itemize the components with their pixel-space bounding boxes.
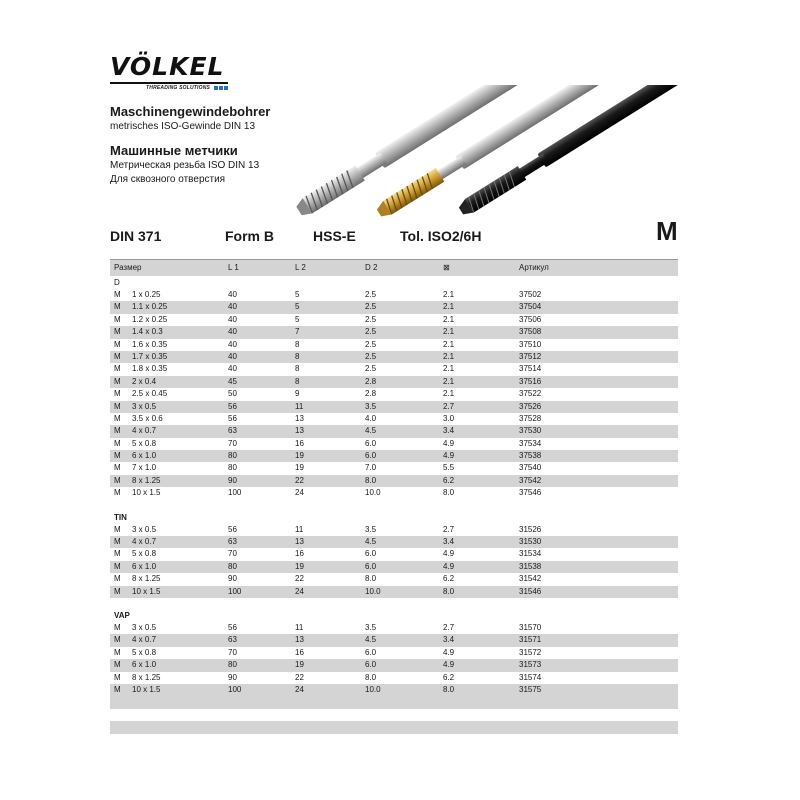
cell-d2: 6.0 [365, 549, 377, 559]
cell-l1: 100 [228, 488, 242, 498]
cell-l1: 80 [228, 463, 237, 473]
cell-d2: 8.0 [365, 672, 377, 682]
table-row [110, 634, 678, 646]
cell-square: 8.0 [443, 488, 455, 498]
cell-square: 3.0 [443, 413, 455, 423]
cell-size: 8 x 1.25 [132, 672, 161, 682]
cell-size: 1.4 x 0.3 [132, 327, 163, 337]
cell-size: 1.7 x 0.35 [132, 351, 168, 361]
cell-article: 31530 [519, 537, 542, 547]
cell-l2: 13 [295, 537, 304, 547]
cell-l2: 13 [295, 635, 304, 645]
cell-l1: 56 [228, 401, 237, 411]
cell-l2: 13 [295, 426, 304, 436]
cell-square: 4.9 [443, 561, 455, 571]
table-empty-row [110, 696, 678, 708]
cell-prefix: M [114, 647, 121, 657]
cell-square: 3.4 [443, 635, 455, 645]
cell-l1: 80 [228, 561, 237, 571]
cell-article: 31534 [519, 549, 542, 559]
cell-d2: 8.0 [365, 574, 377, 584]
cell-l1: 80 [228, 451, 237, 461]
title-block [110, 104, 270, 187]
cell-article: 37504 [519, 302, 542, 312]
cell-l2: 5 [295, 290, 300, 299]
cell-square: 2.1 [443, 314, 455, 324]
cell-d2: 2.5 [365, 327, 377, 337]
cell-square: 8.0 [443, 586, 455, 596]
cell-l1: 50 [228, 389, 237, 399]
table-row [110, 536, 678, 548]
cell-prefix: M [114, 660, 121, 670]
cell-article: 37540 [519, 463, 542, 473]
cell-l2: 9 [295, 389, 300, 399]
cell-l1: 63 [228, 635, 237, 645]
cell-l1: 90 [228, 574, 237, 584]
cell-square: 4.9 [443, 549, 455, 559]
cell-l1: 100 [228, 684, 242, 694]
cell-prefix: M [114, 549, 121, 559]
brand-logo [110, 52, 230, 92]
cell-article: 37508 [519, 327, 542, 337]
cell-prefix: M [114, 426, 121, 436]
cell-l1: 80 [228, 660, 237, 670]
cell-d2: 7.0 [365, 463, 377, 473]
cell-article: 37514 [519, 364, 542, 374]
header-size: Размер [114, 263, 142, 272]
cell-l2: 16 [295, 647, 304, 657]
cell-d2: 4.5 [365, 537, 377, 547]
cell-size: 1 x 0.25 [132, 290, 161, 299]
table-row [110, 388, 678, 400]
cell-prefix: M [114, 339, 121, 349]
cell-l2: 19 [295, 660, 304, 670]
cell-size: 1.1 x 0.25 [132, 302, 168, 312]
cell-l1: 56 [228, 524, 237, 534]
cell-d2: 2.5 [365, 339, 377, 349]
header-d2: D 2 [365, 263, 378, 272]
table-row [110, 573, 678, 585]
cell-size: 5 x 0.8 [132, 549, 157, 559]
cell-prefix: M [114, 364, 121, 374]
cell-prefix: M [114, 574, 121, 584]
cell-l1: 40 [228, 302, 237, 312]
cell-size: 8 x 1.25 [132, 475, 161, 485]
table-row [110, 450, 678, 462]
cell-square: 2.1 [443, 364, 455, 374]
cell-square: 2.1 [443, 351, 455, 361]
cell-d2: 4.5 [365, 635, 377, 645]
thread-type-label: M [656, 216, 678, 246]
cell-l1: 45 [228, 376, 237, 386]
cell-l2: 8 [295, 339, 300, 349]
cell-article: 31571 [519, 635, 542, 645]
cell-l1: 40 [228, 314, 237, 324]
cell-square: 4.9 [443, 660, 455, 670]
cell-l1: 90 [228, 475, 237, 485]
cell-prefix: M [114, 561, 121, 571]
cell-d2: 10.0 [365, 684, 381, 694]
cell-prefix: M [114, 635, 121, 645]
cell-square: 6.2 [443, 672, 455, 682]
cell-d2: 2.5 [365, 302, 377, 312]
cell-prefix: M [114, 376, 121, 386]
cell-l2: 22 [295, 475, 304, 485]
table-row [110, 672, 678, 684]
cell-article: 37530 [519, 426, 542, 436]
cell-size: 3 x 0.5 [132, 524, 157, 534]
cell-article: 31575 [519, 684, 542, 694]
cell-prefix: M [114, 389, 121, 399]
subtitle-russian-2: Для сквозного отверстия [110, 174, 226, 185]
cell-square: 6.2 [443, 574, 455, 584]
spec-tolerance: Tol. ISO2/6H [400, 228, 482, 244]
cell-article: 31573 [519, 660, 542, 670]
logo-underline [110, 82, 228, 84]
title-russian: Машинные метчики [110, 143, 238, 158]
cell-article: 31570 [519, 622, 542, 632]
table-row [110, 487, 678, 499]
cell-d2: 2.5 [365, 290, 377, 299]
cell-article: 37538 [519, 451, 542, 461]
cell-d2: 10.0 [365, 586, 381, 596]
spec-material: HSS-E [313, 228, 356, 244]
cell-article: 37546 [519, 488, 542, 498]
cell-square: 6.2 [443, 475, 455, 485]
cell-l1: 63 [228, 537, 237, 547]
table-row [110, 475, 678, 487]
cell-size: 3.5 x 0.6 [132, 413, 163, 423]
table-row [110, 326, 678, 338]
cell-prefix: M [114, 413, 121, 423]
section-label: VAP [114, 610, 130, 620]
cell-l2: 8 [295, 364, 300, 374]
cell-l2: 22 [295, 574, 304, 584]
cell-article: 31572 [519, 647, 542, 657]
cell-l2: 5 [295, 302, 300, 312]
cell-d2: 6.0 [365, 561, 377, 571]
cell-d2: 6.0 [365, 438, 377, 448]
table-row [110, 376, 678, 388]
table-row [110, 659, 678, 671]
cell-size: 1.2 x 0.25 [132, 314, 168, 324]
cell-d2: 2.5 [365, 351, 377, 361]
cell-square: 2.1 [443, 302, 455, 312]
cell-l2: 24 [295, 488, 304, 498]
table-empty-row [110, 709, 678, 721]
logo-square-icon [214, 86, 218, 90]
cell-article: 37528 [519, 413, 542, 423]
table-subheader [110, 276, 678, 289]
cell-l2: 16 [295, 549, 304, 559]
table-row [110, 425, 678, 437]
cell-d2: 2.8 [365, 389, 377, 399]
cell-size: 1.6 x 0.35 [132, 339, 168, 349]
cell-prefix: M [114, 463, 121, 473]
cell-l1: 40 [228, 351, 237, 361]
table-row [110, 301, 678, 313]
subheader-d: D [114, 278, 120, 287]
brand-name: VÖLKEL [110, 52, 225, 81]
logo-square-icon [219, 86, 223, 90]
cell-prefix: M [114, 488, 121, 498]
cell-square: 4.9 [443, 451, 455, 461]
cell-article: 37502 [519, 290, 542, 299]
section-header [110, 598, 678, 622]
cell-l1: 90 [228, 672, 237, 682]
cell-square: 2.1 [443, 327, 455, 337]
cell-d2: 6.0 [365, 647, 377, 657]
cell-square: 5.5 [443, 463, 455, 473]
cell-d2: 4.5 [365, 426, 377, 436]
cell-d2: 3.5 [365, 401, 377, 411]
cell-size: 6 x 1.0 [132, 451, 157, 461]
cell-prefix: M [114, 537, 121, 547]
cell-square: 3.4 [443, 537, 455, 547]
cell-l1: 40 [228, 290, 237, 299]
cell-size: 3 x 0.5 [132, 401, 157, 411]
cell-square: 2.7 [443, 524, 455, 534]
header-article: Артикул [519, 263, 549, 272]
table-row [110, 684, 678, 696]
cell-d2: 3.5 [365, 524, 377, 534]
cell-prefix: M [114, 684, 121, 694]
table-row [110, 561, 678, 573]
product-table [110, 259, 678, 734]
cell-prefix: M [114, 314, 121, 324]
table-row [110, 401, 678, 413]
cell-l2: 11 [295, 401, 304, 411]
cell-size: 2.5 x 0.45 [132, 389, 168, 399]
cell-prefix: M [114, 451, 121, 461]
spec-form: Form B [225, 228, 274, 244]
cell-size: 10 x 1.5 [132, 586, 161, 596]
cell-l2: 8 [295, 351, 300, 361]
cell-square: 2.1 [443, 389, 455, 399]
cell-d2: 2.5 [365, 364, 377, 374]
section-header [110, 500, 678, 524]
cell-l1: 70 [228, 647, 237, 657]
cell-square: 2.1 [443, 376, 455, 386]
cell-l2: 16 [295, 438, 304, 448]
cell-d2: 6.0 [365, 660, 377, 670]
table-row [110, 351, 678, 363]
subtitle-russian-1: Метрическая резьба ISO DIN 13 [110, 160, 260, 171]
cell-prefix: M [114, 302, 121, 312]
table-row [110, 289, 678, 301]
cell-article: 37516 [519, 376, 542, 386]
cell-l1: 56 [228, 413, 237, 423]
cell-prefix: M [114, 351, 121, 361]
section-label: TIN [114, 512, 127, 522]
cell-l2: 19 [295, 463, 304, 473]
cell-square: 3.4 [443, 426, 455, 436]
cell-size: 5 x 0.8 [132, 438, 157, 448]
cell-square: 8.0 [443, 684, 455, 694]
cell-article: 31538 [519, 561, 542, 571]
cell-article: 37542 [519, 475, 542, 485]
cell-prefix: M [114, 401, 121, 411]
brand-tagline: THREADING SOLUTIONS [146, 85, 211, 91]
cell-square: 4.9 [443, 438, 455, 448]
cell-article: 37526 [519, 401, 542, 411]
cell-l1: 63 [228, 426, 237, 436]
cell-size: 4 x 0.7 [132, 635, 157, 645]
cell-prefix: M [114, 475, 121, 485]
cell-d2: 2.8 [365, 376, 377, 386]
cell-article: 37506 [519, 314, 542, 324]
cell-l1: 56 [228, 622, 237, 632]
cell-size: 3 x 0.5 [132, 622, 157, 632]
cell-square: 2.1 [443, 290, 455, 299]
cell-article: 37522 [519, 389, 542, 399]
cell-article: 37512 [519, 351, 542, 361]
cell-size: 2 x 0.4 [132, 376, 157, 386]
cell-square: 2.1 [443, 339, 455, 349]
cell-size: 6 x 1.0 [132, 660, 157, 670]
header-square: ⊠ [443, 263, 450, 272]
cell-prefix: M [114, 524, 121, 534]
table-row [110, 647, 678, 659]
cell-d2: 10.0 [365, 488, 381, 498]
cell-l2: 24 [295, 684, 304, 694]
cell-article: 31526 [519, 524, 542, 534]
cell-l2: 7 [295, 327, 300, 337]
table-row [110, 314, 678, 326]
table-row [110, 462, 678, 474]
cell-d2: 6.0 [365, 451, 377, 461]
logo-square-icon [224, 86, 228, 90]
cell-l2: 11 [295, 524, 304, 534]
header-l2: L 2 [295, 263, 306, 272]
cell-l1: 40 [228, 364, 237, 374]
cell-size: 1.8 x 0.35 [132, 364, 168, 374]
cell-size: 5 x 0.8 [132, 647, 157, 657]
cell-prefix: M [114, 327, 121, 337]
cell-size: 7 x 1.0 [132, 463, 157, 473]
header-l1: L 1 [228, 263, 239, 272]
cell-l2: 13 [295, 413, 304, 423]
cell-l2: 11 [295, 622, 304, 632]
cell-l1: 40 [228, 339, 237, 349]
cell-l1: 70 [228, 438, 237, 448]
cell-d2: 4.0 [365, 413, 377, 423]
cell-l1: 70 [228, 549, 237, 559]
cell-square: 2.7 [443, 622, 455, 632]
table-row [110, 524, 678, 536]
cell-l1: 100 [228, 586, 242, 596]
cell-size: 8 x 1.25 [132, 574, 161, 584]
cell-size: 10 x 1.5 [132, 684, 161, 694]
cell-size: 6 x 1.0 [132, 561, 157, 571]
cell-d2: 2.5 [365, 314, 377, 324]
cell-square: 2.7 [443, 401, 455, 411]
cell-l2: 5 [295, 314, 300, 324]
cell-size: 4 x 0.7 [132, 426, 157, 436]
cell-l2: 24 [295, 586, 304, 596]
cell-article: 31542 [519, 574, 542, 584]
cell-size: 4 x 0.7 [132, 537, 157, 547]
cell-article: 31546 [519, 586, 542, 596]
cell-article: 37510 [519, 339, 542, 349]
cell-prefix: M [114, 622, 121, 632]
table-empty-row [110, 721, 678, 733]
cell-l1: 40 [228, 327, 237, 337]
cell-size: 10 x 1.5 [132, 488, 161, 498]
cell-article: 31574 [519, 672, 542, 682]
table-row [110, 363, 678, 375]
table-row [110, 413, 678, 425]
cell-d2: 8.0 [365, 475, 377, 485]
table-row [110, 548, 678, 560]
table-row [110, 622, 678, 634]
cell-prefix: M [114, 438, 121, 448]
table-header [110, 259, 678, 276]
cell-l2: 22 [295, 672, 304, 682]
cell-prefix: M [114, 290, 121, 299]
cell-square: 4.9 [443, 647, 455, 657]
table-row [110, 438, 678, 450]
title-german: Maschinengewindebohrer [110, 104, 271, 119]
spec-din: DIN 371 [110, 228, 162, 244]
taps-product-image [285, 85, 685, 225]
subtitle-german: metrisches ISO-Gewinde DIN 13 [110, 121, 256, 132]
cell-d2: 3.5 [365, 622, 377, 632]
table-row [110, 586, 678, 598]
cell-l2: 8 [295, 376, 300, 386]
cell-prefix: M [114, 586, 121, 596]
cell-l2: 19 [295, 451, 304, 461]
cell-prefix: M [114, 672, 121, 682]
table-row [110, 339, 678, 351]
cell-article: 37534 [519, 438, 542, 448]
cell-l2: 19 [295, 561, 304, 571]
